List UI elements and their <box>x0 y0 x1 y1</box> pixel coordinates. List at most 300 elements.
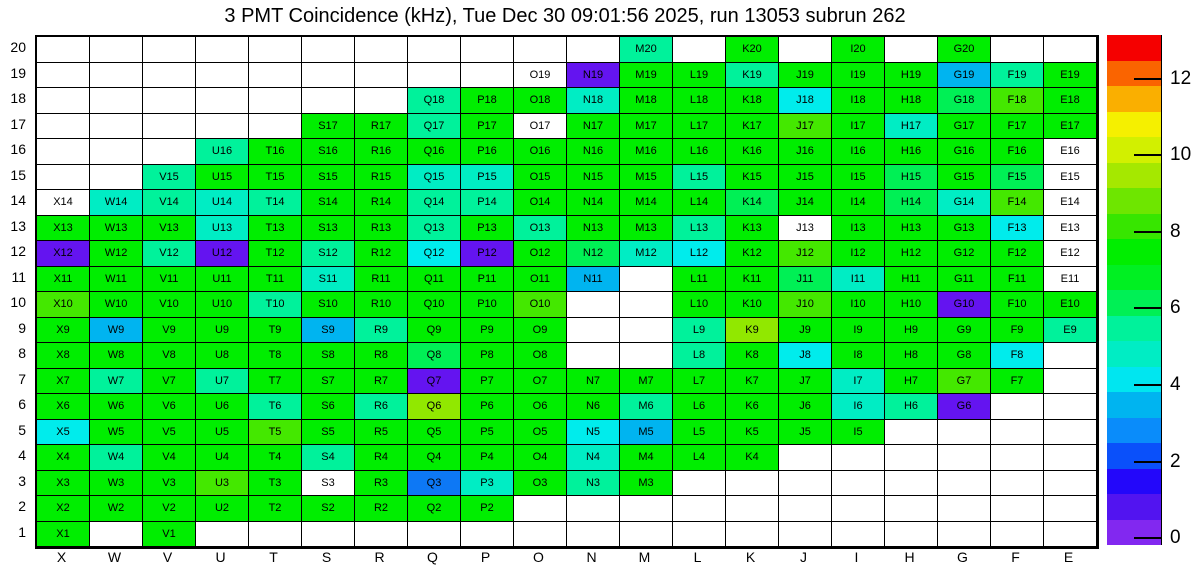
empty-cell <box>143 114 196 140</box>
pmt-cell-Q5: Q5 <box>408 420 461 446</box>
pmt-cell-R16: R16 <box>355 139 408 165</box>
pmt-cell-K4: K4 <box>726 445 779 471</box>
row-label-6: 6 <box>18 396 26 412</box>
row-label-4: 4 <box>18 447 26 463</box>
pmt-cell-O17: O17 <box>514 114 567 140</box>
pmt-cell-I15: I15 <box>832 165 885 191</box>
pmt-cell-G6: G6 <box>938 394 991 420</box>
empty-cell <box>1044 420 1097 446</box>
pmt-cell-P6: P6 <box>461 394 514 420</box>
pmt-cell-H9: H9 <box>885 318 938 344</box>
pmt-cell-R10: R10 <box>355 292 408 318</box>
pmt-cell-Q8: Q8 <box>408 343 461 369</box>
pmt-cell-T14: T14 <box>249 190 302 216</box>
pmt-cell-R2: R2 <box>355 496 408 522</box>
column-label-U: U <box>215 549 226 565</box>
pmt-cell-Q6: Q6 <box>408 394 461 420</box>
colorbar-band <box>1107 86 1161 112</box>
pmt-cell-W3: W3 <box>90 471 143 497</box>
pmt-cell-Q9: Q9 <box>408 318 461 344</box>
empty-cell <box>1044 522 1097 548</box>
pmt-cell-K20: K20 <box>726 37 779 63</box>
pmt-cell-M4: M4 <box>620 445 673 471</box>
pmt-cell-R5: R5 <box>355 420 408 446</box>
pmt-cell-H8: H8 <box>885 343 938 369</box>
pmt-cell-H11: H11 <box>885 267 938 293</box>
pmt-cell-V1: V1 <box>143 522 196 548</box>
row-label-3: 3 <box>18 472 26 489</box>
empty-cell <box>991 394 1044 420</box>
pmt-cell-S8: S8 <box>302 343 355 369</box>
pmt-cell-J7: J7 <box>779 369 832 395</box>
pmt-cell-M16: M16 <box>620 139 673 165</box>
empty-cell <box>726 471 779 497</box>
empty-cell <box>832 445 885 471</box>
pmt-cell-J18: J18 <box>779 88 832 114</box>
pmt-cell-X5: X5 <box>37 420 90 446</box>
pmt-cell-E19: E19 <box>1044 63 1097 89</box>
empty-cell <box>1044 445 1097 471</box>
pmt-cell-X2: X2 <box>37 496 90 522</box>
pmt-cell-V13: V13 <box>143 216 196 242</box>
pmt-cell-I7: I7 <box>832 369 885 395</box>
pmt-cell-N4: N4 <box>567 445 620 471</box>
pmt-cell-U12: U12 <box>196 241 249 267</box>
pmt-cell-F13: F13 <box>991 216 1044 242</box>
pmt-cell-W7: W7 <box>90 369 143 395</box>
pmt-cell-L17: L17 <box>673 114 726 140</box>
empty-cell <box>991 420 1044 446</box>
pmt-cell-S14: S14 <box>302 190 355 216</box>
pmt-cell-X11: X11 <box>37 267 90 293</box>
pmt-cell-R17: R17 <box>355 114 408 140</box>
pmt-cell-H7: H7 <box>885 369 938 395</box>
pmt-cell-N18: N18 <box>567 88 620 114</box>
pmt-cell-G13: G13 <box>938 216 991 242</box>
colorbar-tick-mark <box>1134 78 1162 80</box>
pmt-cell-O3: O3 <box>514 471 567 497</box>
pmt-cell-H16: H16 <box>885 139 938 165</box>
row-label-9: 9 <box>18 319 26 336</box>
empty-cell <box>832 522 885 548</box>
pmt-cell-W11: W11 <box>90 267 143 293</box>
pmt-cell-L11: L11 <box>673 267 726 293</box>
row-label-5: 5 <box>18 421 26 438</box>
empty-cell <box>938 471 991 497</box>
pmt-cell-N13: N13 <box>567 216 620 242</box>
pmt-cell-P3: P3 <box>461 471 514 497</box>
pmt-cell-K17: K17 <box>726 114 779 140</box>
pmt-cell-N5: N5 <box>567 420 620 446</box>
pmt-cell-Q2: Q2 <box>408 496 461 522</box>
pmt-cell-L15: L15 <box>673 165 726 191</box>
pmt-cell-M7: M7 <box>620 369 673 395</box>
pmt-cell-E10: E10 <box>1044 292 1097 318</box>
row-label-10: 10 <box>10 294 26 310</box>
empty-cell <box>249 37 302 63</box>
empty-cell <box>885 522 938 548</box>
pmt-cell-S11: S11 <box>302 267 355 293</box>
empty-cell <box>408 37 461 63</box>
colorbar-tick-label-6: 6 <box>1170 297 1181 318</box>
pmt-cell-O4: O4 <box>514 445 567 471</box>
pmt-cell-Q18: Q18 <box>408 88 461 114</box>
empty-cell <box>249 63 302 89</box>
column-label-M: M <box>638 549 651 565</box>
pmt-cell-I9: I9 <box>832 318 885 344</box>
empty-cell <box>196 114 249 140</box>
pmt-cell-U3: U3 <box>196 471 249 497</box>
empty-cell <box>620 292 673 318</box>
pmt-cell-N12: N12 <box>567 241 620 267</box>
empty-cell <box>143 139 196 165</box>
column-label-T: T <box>269 549 278 565</box>
pmt-cell-V14: V14 <box>143 190 196 216</box>
colorbar-band <box>1107 239 1161 265</box>
empty-cell <box>885 445 938 471</box>
pmt-cell-T11: T11 <box>249 267 302 293</box>
colorbar-band <box>1107 316 1161 342</box>
pmt-cell-M3: M3 <box>620 471 673 497</box>
pmt-cell-W8: W8 <box>90 343 143 369</box>
row-label-8: 8 <box>18 345 26 361</box>
pmt-cell-I13: I13 <box>832 216 885 242</box>
empty-cell <box>355 37 408 63</box>
colorbar-tick-mark <box>1134 384 1162 386</box>
empty-cell <box>885 496 938 522</box>
colorbar-band <box>1107 265 1161 291</box>
empty-cell <box>355 63 408 89</box>
empty-cell <box>90 37 143 63</box>
pmt-cell-T3: T3 <box>249 471 302 497</box>
pmt-cell-I17: I17 <box>832 114 885 140</box>
pmt-cell-S6: S6 <box>302 394 355 420</box>
pmt-cell-F15: F15 <box>991 165 1044 191</box>
colorbar-scale <box>1107 35 1162 545</box>
row-label-12: 12 <box>10 243 26 259</box>
colorbar-tick-mark <box>1134 461 1162 463</box>
pmt-cell-I12: I12 <box>832 241 885 267</box>
empty-cell <box>1044 471 1097 497</box>
pmt-cell-S15: S15 <box>302 165 355 191</box>
pmt-cell-O12: O12 <box>514 241 567 267</box>
column-label-P: P <box>480 549 491 565</box>
empty-cell <box>90 139 143 165</box>
pmt-cell-P13: P13 <box>461 216 514 242</box>
colorbar-band <box>1107 214 1161 240</box>
pmt-cell-I8: I8 <box>832 343 885 369</box>
empty-cell <box>620 522 673 548</box>
empty-cell <box>673 522 726 548</box>
pmt-cell-O11: O11 <box>514 267 567 293</box>
pmt-cell-P4: P4 <box>461 445 514 471</box>
pmt-cell-V6: V6 <box>143 394 196 420</box>
pmt-cell-P14: P14 <box>461 190 514 216</box>
colorbar-band <box>1107 163 1161 189</box>
pmt-cell-P15: P15 <box>461 165 514 191</box>
empty-cell <box>143 63 196 89</box>
chart-title: 3 PMT Coincidence (kHz), Tue Dec 30 09:01:56 2025, run 13053 subrun 262 <box>224 5 906 27</box>
empty-cell <box>726 496 779 522</box>
empty-cell <box>37 63 90 89</box>
pmt-cell-R15: R15 <box>355 165 408 191</box>
pmt-cell-J11: J11 <box>779 267 832 293</box>
pmt-cell-R4: R4 <box>355 445 408 471</box>
pmt-cell-G17: G17 <box>938 114 991 140</box>
pmt-cell-V15: V15 <box>143 165 196 191</box>
pmt-cell-S9: S9 <box>302 318 355 344</box>
pmt-cell-G20: G20 <box>938 37 991 63</box>
empty-cell <box>408 63 461 89</box>
colorbar-band <box>1107 494 1161 520</box>
pmt-cell-O6: O6 <box>514 394 567 420</box>
colorbar-tick-label-10: 10 <box>1170 144 1192 165</box>
empty-cell <box>249 522 302 548</box>
pmt-cell-X14: X14 <box>37 190 90 216</box>
colorbar-band <box>1107 443 1161 469</box>
empty-cell <box>779 496 832 522</box>
pmt-cell-I10: I10 <box>832 292 885 318</box>
pmt-cell-T4: T4 <box>249 445 302 471</box>
pmt-cell-W10: W10 <box>90 292 143 318</box>
pmt-cell-X4: X4 <box>37 445 90 471</box>
pmt-cell-L19: L19 <box>673 63 726 89</box>
pmt-cell-X12: X12 <box>37 241 90 267</box>
empty-cell <box>938 496 991 522</box>
pmt-cell-J13: J13 <box>779 216 832 242</box>
row-label-18: 18 <box>10 90 26 106</box>
colorbar-band <box>1107 392 1161 418</box>
colorbar-tick-label-0: 0 <box>1170 527 1181 548</box>
pmt-cell-V5: V5 <box>143 420 196 446</box>
empty-cell <box>673 496 726 522</box>
pmt-cell-S7: S7 <box>302 369 355 395</box>
colorbar-tick-label-12: 12 <box>1170 68 1192 89</box>
empty-cell <box>885 420 938 446</box>
pmt-cell-O7: O7 <box>514 369 567 395</box>
pmt-cell-L8: L8 <box>673 343 726 369</box>
column-label-N: N <box>586 549 597 565</box>
pmt-cell-P8: P8 <box>461 343 514 369</box>
pmt-cell-R9: R9 <box>355 318 408 344</box>
colorbar-band <box>1107 61 1161 87</box>
empty-cell <box>196 88 249 114</box>
pmt-cell-E18: E18 <box>1044 88 1097 114</box>
pmt-cell-Q16: Q16 <box>408 139 461 165</box>
empty-cell <box>673 37 726 63</box>
pmt-cell-F9: F9 <box>991 318 1044 344</box>
column-label-E: E <box>1063 549 1074 565</box>
column-label-I: I <box>854 549 859 565</box>
pmt-cell-R6: R6 <box>355 394 408 420</box>
pmt-cell-H18: H18 <box>885 88 938 114</box>
pmt-cell-G19: G19 <box>938 63 991 89</box>
pmt-cell-Q15: Q15 <box>408 165 461 191</box>
row-label-2: 2 <box>18 498 26 514</box>
column-label-R: R <box>374 549 385 565</box>
pmt-cell-I20: I20 <box>832 37 885 63</box>
pmt-cell-S3: S3 <box>302 471 355 497</box>
pmt-cell-F8: F8 <box>991 343 1044 369</box>
pmt-cell-W13: W13 <box>90 216 143 242</box>
empty-cell <box>938 522 991 548</box>
empty-cell <box>567 522 620 548</box>
row-label-7: 7 <box>18 370 26 387</box>
pmt-cell-T15: T15 <box>249 165 302 191</box>
pmt-cell-H6: H6 <box>885 394 938 420</box>
empty-cell <box>938 420 991 446</box>
pmt-cell-N19: N19 <box>567 63 620 89</box>
pmt-cell-I6: I6 <box>832 394 885 420</box>
pmt-cell-G16: G16 <box>938 139 991 165</box>
pmt-cell-F19: F19 <box>991 63 1044 89</box>
pmt-cell-X6: X6 <box>37 394 90 420</box>
pmt-cell-W5: W5 <box>90 420 143 446</box>
pmt-cell-O8: O8 <box>514 343 567 369</box>
pmt-cell-M19: M19 <box>620 63 673 89</box>
pmt-cell-T13: T13 <box>249 216 302 242</box>
pmt-cell-F7: F7 <box>991 369 1044 395</box>
pmt-cell-N3: N3 <box>567 471 620 497</box>
pmt-cell-P18: P18 <box>461 88 514 114</box>
pmt-cell-I11: I11 <box>832 267 885 293</box>
pmt-cell-T10: T10 <box>249 292 302 318</box>
pmt-cell-K9: K9 <box>726 318 779 344</box>
pmt-cell-W14: W14 <box>90 190 143 216</box>
pmt-cell-M5: M5 <box>620 420 673 446</box>
pmt-cell-R11: R11 <box>355 267 408 293</box>
pmt-cell-E12: E12 <box>1044 241 1097 267</box>
pmt-cell-K6: K6 <box>726 394 779 420</box>
empty-cell <box>90 114 143 140</box>
pmt-cell-N15: N15 <box>567 165 620 191</box>
pmt-cell-U16: U16 <box>196 139 249 165</box>
column-label-G: G <box>957 549 968 565</box>
column-label-F: F <box>1011 549 1020 565</box>
empty-cell <box>1044 37 1097 63</box>
pmt-cell-O19: O19 <box>514 63 567 89</box>
pmt-cell-X10: X10 <box>37 292 90 318</box>
empty-cell <box>355 88 408 114</box>
empty-cell <box>726 522 779 548</box>
pmt-cell-T5: T5 <box>249 420 302 446</box>
pmt-cell-K19: K19 <box>726 63 779 89</box>
pmt-cell-Q13: Q13 <box>408 216 461 242</box>
pmt-cell-J19: J19 <box>779 63 832 89</box>
pmt-cell-S12: S12 <box>302 241 355 267</box>
pmt-cell-W6: W6 <box>90 394 143 420</box>
empty-cell <box>514 522 567 548</box>
pmt-cell-J6: J6 <box>779 394 832 420</box>
pmt-cell-E11: E11 <box>1044 267 1097 293</box>
empty-cell <box>567 496 620 522</box>
pmt-cell-O9: O9 <box>514 318 567 344</box>
empty-cell <box>991 37 1044 63</box>
pmt-cell-U4: U4 <box>196 445 249 471</box>
pmt-cell-X3: X3 <box>37 471 90 497</box>
pmt-cell-E17: E17 <box>1044 114 1097 140</box>
pmt-cell-K18: K18 <box>726 88 779 114</box>
pmt-cell-S2: S2 <box>302 496 355 522</box>
pmt-cell-I19: I19 <box>832 63 885 89</box>
pmt-cell-M20: M20 <box>620 37 673 63</box>
column-label-X: X <box>56 549 67 565</box>
empty-cell <box>143 88 196 114</box>
pmt-cell-K12: K12 <box>726 241 779 267</box>
empty-cell <box>302 63 355 89</box>
pmt-cell-L10: L10 <box>673 292 726 318</box>
pmt-cell-V7: V7 <box>143 369 196 395</box>
pmt-cell-K11: K11 <box>726 267 779 293</box>
empty-cell <box>620 496 673 522</box>
pmt-cell-L14: L14 <box>673 190 726 216</box>
pmt-cell-V2: V2 <box>143 496 196 522</box>
empty-cell <box>90 165 143 191</box>
empty-cell <box>302 88 355 114</box>
pmt-cell-P16: P16 <box>461 139 514 165</box>
pmt-cell-P10: P10 <box>461 292 514 318</box>
pmt-cell-L13: L13 <box>673 216 726 242</box>
row-label-11: 11 <box>11 268 26 285</box>
pmt-cell-O13: O13 <box>514 216 567 242</box>
empty-cell <box>143 37 196 63</box>
empty-cell <box>249 88 302 114</box>
pmt-cell-E16: E16 <box>1044 139 1097 165</box>
pmt-cell-F11: F11 <box>991 267 1044 293</box>
pmt-cell-G10: G10 <box>938 292 991 318</box>
empty-cell <box>461 63 514 89</box>
pmt-cell-K10: K10 <box>726 292 779 318</box>
pmt-cell-G8: G8 <box>938 343 991 369</box>
pmt-cell-T16: T16 <box>249 139 302 165</box>
empty-cell <box>567 318 620 344</box>
empty-cell <box>355 522 408 548</box>
colorbar-tick-label-2: 2 <box>1170 451 1181 472</box>
pmt-cell-V11: V11 <box>143 267 196 293</box>
pmt-cell-E13: E13 <box>1044 216 1097 242</box>
pmt-cell-V9: V9 <box>143 318 196 344</box>
column-label-V: V <box>162 549 173 565</box>
empty-cell <box>90 88 143 114</box>
pmt-cell-Q10: Q10 <box>408 292 461 318</box>
empty-cell <box>673 471 726 497</box>
empty-cell <box>832 471 885 497</box>
colorbar-band <box>1107 290 1161 316</box>
pmt-cell-H10: H10 <box>885 292 938 318</box>
empty-cell <box>779 522 832 548</box>
pmt-cell-T12: T12 <box>249 241 302 267</box>
column-label-Q: Q <box>427 549 438 565</box>
pmt-cell-U9: U9 <box>196 318 249 344</box>
pmt-cell-E9: E9 <box>1044 318 1097 344</box>
colorbar-band <box>1107 341 1161 367</box>
empty-cell <box>196 63 249 89</box>
colorbar-band <box>1107 418 1161 444</box>
empty-cell <box>1044 343 1097 369</box>
column-label-K: K <box>745 549 756 565</box>
pmt-cell-S5: S5 <box>302 420 355 446</box>
pmt-cell-J15: J15 <box>779 165 832 191</box>
pmt-cell-F18: F18 <box>991 88 1044 114</box>
pmt-cell-E14: E14 <box>1044 190 1097 216</box>
empty-cell <box>938 445 991 471</box>
pmt-cell-O16: O16 <box>514 139 567 165</box>
pmt-cell-F12: F12 <box>991 241 1044 267</box>
pmt-cell-X9: X9 <box>37 318 90 344</box>
pmt-cell-H17: H17 <box>885 114 938 140</box>
colorbar-band <box>1107 367 1161 393</box>
pmt-cell-U10: U10 <box>196 292 249 318</box>
